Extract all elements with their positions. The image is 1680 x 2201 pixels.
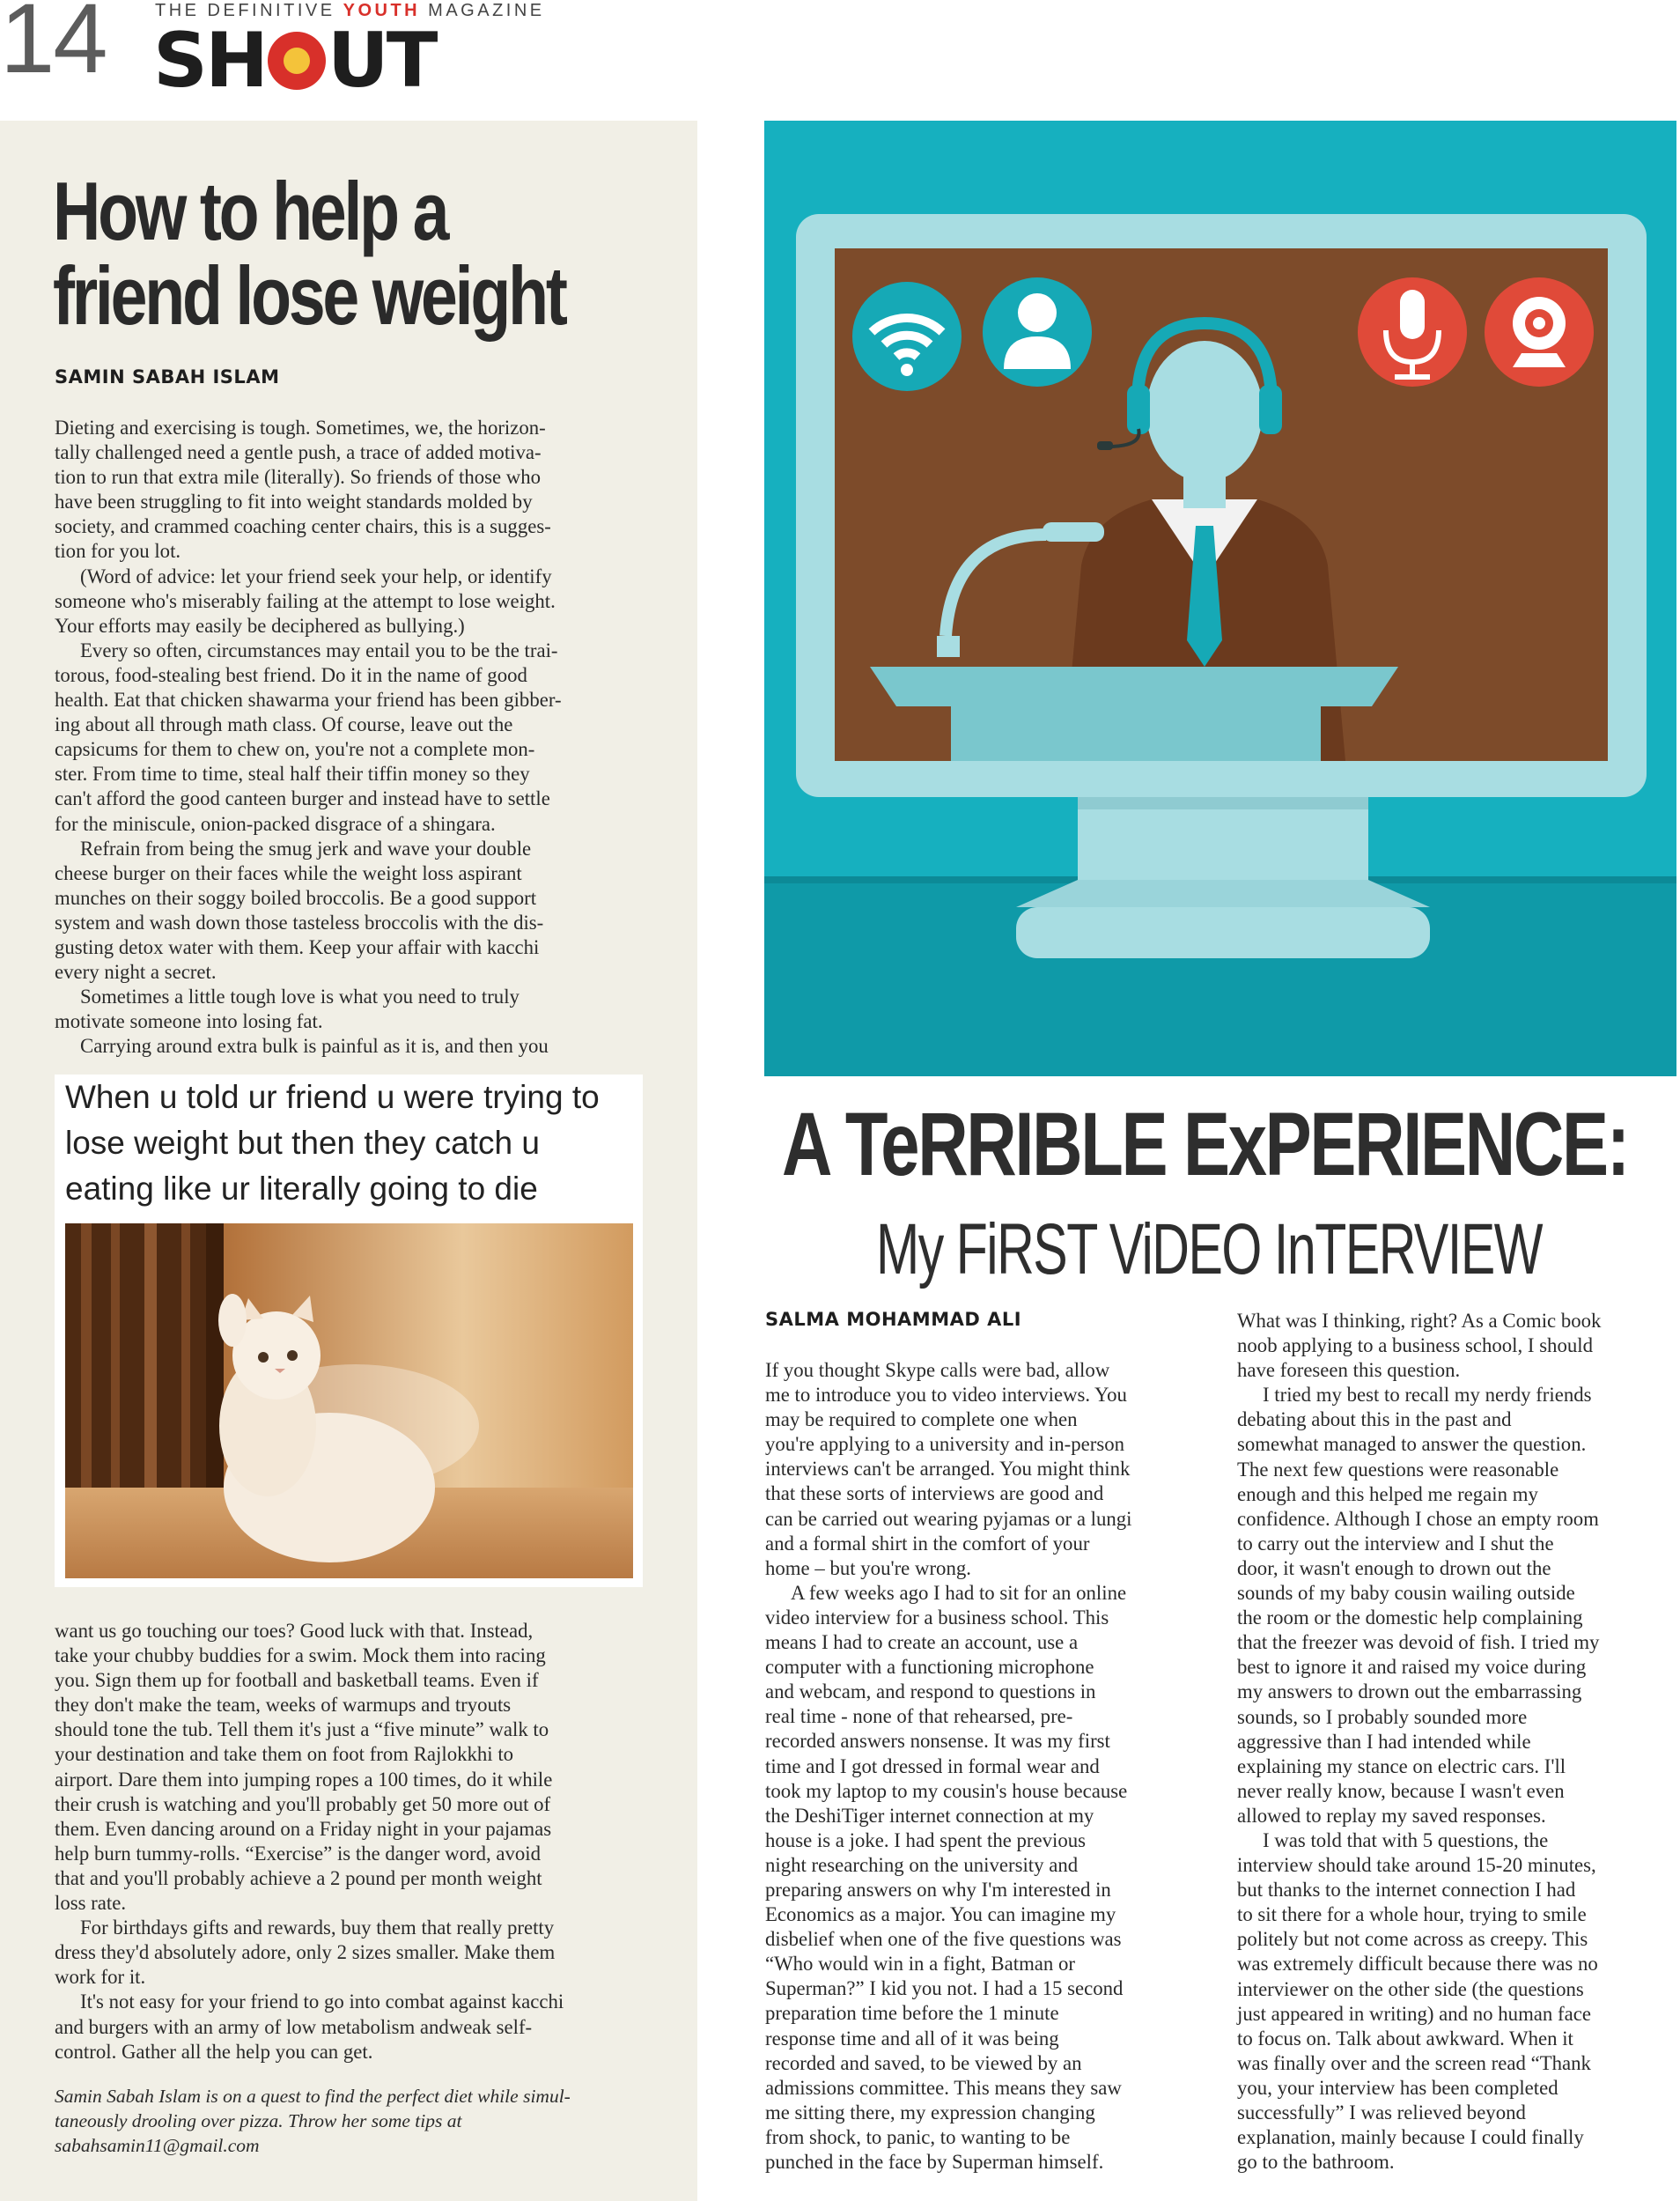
text-line: should tone the tub. Tell them it's just a “five minute” walk to xyxy=(55,1718,549,1741)
logo-right: UT xyxy=(327,17,436,105)
text-line: house is a joke. I had spent the previous xyxy=(765,1828,1087,1851)
meme-caption-line: lose weight but then they catch u xyxy=(65,1125,540,1161)
text-line: interviews can't be arranged. You might think xyxy=(765,1458,1131,1481)
text-line: your destination and take them on foot from Rajlokkhi to xyxy=(55,1743,514,1766)
signoff-line: Samin Sabah Islam is on a quest to find the perfect diet while simul- xyxy=(55,2086,571,2107)
tagline-post: MAGAZINE xyxy=(420,1,545,20)
text-line: time and I got dressed in formal wear and xyxy=(765,1754,1100,1777)
text-line: response time and all of it was being xyxy=(765,2027,1059,2050)
text-line: system and wash down those tasteless broccolis with the dis- xyxy=(55,911,544,934)
text-line: preparation time before the 1 minute xyxy=(765,2002,1059,2025)
text-line: means I had to create an account, use a xyxy=(765,1631,1079,1654)
page-number: 14 xyxy=(0,0,107,93)
text-line: enough and this helped me regain my xyxy=(1237,1482,1538,1505)
wifi-icon xyxy=(852,282,962,391)
text-line: me sitting there, my expression changing xyxy=(765,2101,1095,2123)
text-line: you're applying to a university and in-person xyxy=(765,1433,1125,1456)
text-line: I tried my best to recall my nerdy friends xyxy=(1263,1384,1592,1407)
text-line: my answers to drown out the embarrassing xyxy=(1237,1680,1582,1703)
text-line: door, it wasn't enough to drown out the xyxy=(1237,1556,1551,1579)
text-line: and a formal shirt in the comfort of your xyxy=(765,1532,1090,1555)
illustration-art xyxy=(764,121,1676,1076)
left-article-body-bottom xyxy=(55,1619,564,2064)
text-line: but thanks to the internet connection I had xyxy=(1237,1879,1576,1902)
text-line: airport. Dare them into jumping ropes a 100 times, do it while xyxy=(55,1768,553,1791)
text-line: interviewer on the other side (the questions xyxy=(1237,1977,1584,2000)
text-line: help burn tummy-rolls. “Exercise” is the danger word, avoid xyxy=(55,1842,542,1865)
text-line: them. Even dancing around on a Friday night in your pajamas xyxy=(55,1817,552,1840)
text-line: Carrying around extra bulk is painful as it is, and then you xyxy=(80,1035,549,1058)
text-line: “Who would win in a fight, Batman or xyxy=(765,1953,1076,1976)
text-line: best to ignore it and raised my voice during xyxy=(1237,1656,1587,1679)
text-line: admissions committee. This means they saw xyxy=(765,2076,1122,2099)
text-line: (Word of advice: let your friend seek your help, or identify xyxy=(80,565,552,587)
text-line: I was told that with 5 questions, the xyxy=(1263,1828,1549,1851)
text-line: never really know, because I wasn't even xyxy=(1237,1779,1565,1802)
right-article-column-1 xyxy=(765,1358,1132,2175)
text-line: they don't make the team, weeks of warmups and tryouts xyxy=(55,1694,512,1717)
text-line: Dieting and exercising is tough. Sometimes, we, the horizon- xyxy=(55,417,546,439)
text-line: Refrain from being the smug jerk and wave your double xyxy=(80,837,532,860)
text-line: society, and crammed coaching center chairs, this is a sugges- xyxy=(55,515,551,538)
text-line: explanation, mainly because I could finally xyxy=(1237,2126,1584,2149)
text-line: tion for you lot. xyxy=(55,540,181,563)
logo-o-icon xyxy=(268,32,326,90)
text-line: can't afford the good canteen burger and instead have to settle xyxy=(55,787,550,810)
text-line: aggressive than I had intended while xyxy=(1237,1730,1531,1753)
text-line: gusting detox water with them. Keep your affair with kacchi xyxy=(55,935,540,958)
left-title-line: friend lose weight xyxy=(53,249,565,342)
logo-left: SH xyxy=(153,17,266,105)
text-line: motivate someone into losing fat. xyxy=(55,1010,323,1033)
text-line: dress they'd absolutely adore, only 2 sizes smaller. Make them xyxy=(55,1941,556,1964)
text-line: want us go touching our toes? Good luck with that. Instead, xyxy=(55,1620,534,1642)
text-line: you, your interview has been completed xyxy=(1237,2076,1558,2099)
text-line: took my laptop to my cousin's house because xyxy=(765,1779,1128,1802)
signoff-line: sabahsamin11@gmail.com xyxy=(55,2135,260,2156)
text-line: can be carried out wearing pyjamas or a lungi xyxy=(765,1507,1132,1530)
text-line: The next few questions were reasonable xyxy=(1237,1458,1559,1481)
text-line: was extremely difficult because there was no xyxy=(1237,1953,1598,1976)
text-line: for the miniscule, onion-packed disgrace of a shingara. xyxy=(55,812,496,835)
text-line: munches on their soggy boiled broccolis. Be a good support xyxy=(55,886,537,909)
text-line: health. Eat that chicken shawarma your friend has been gibber- xyxy=(55,689,562,712)
text-line: me to introduce you to video interviews. You xyxy=(765,1384,1127,1407)
text-line: interview should take around 15-20 minutes, xyxy=(1237,1854,1596,1877)
text-line: you. Sign them up for football and basketball teams. Even if xyxy=(55,1669,539,1692)
text-line: cheese burger on their faces while the weight loss aspirant xyxy=(55,861,522,884)
text-line: may be required to complete one when xyxy=(765,1408,1078,1431)
text-line: to sit there for a whole hour, trying to smile xyxy=(1237,1903,1587,1926)
text-line: recorded and saved, to be viewed by an xyxy=(765,2051,1082,2074)
text-line: politely but not come across as creepy. This xyxy=(1237,1928,1588,1951)
text-line: control. Gather all the help you can get. xyxy=(55,2040,373,2063)
left-article-body-top xyxy=(55,416,562,1059)
right-article-column-2 xyxy=(1237,1309,1601,2175)
text-line: recorded answers nonsense. It was my first xyxy=(765,1730,1110,1753)
text-line: was finally over and the screen read “Thank xyxy=(1237,2051,1591,2074)
text-line: someone who's miserably failing at the attempt to lose weight. xyxy=(55,589,556,612)
cat-photo xyxy=(65,1223,633,1578)
text-line: to focus on. Talk about awkward. When it xyxy=(1237,2027,1573,2050)
text-line: home – but you're wrong. xyxy=(765,1556,971,1579)
text-line: loss rate. xyxy=(55,1892,127,1915)
text-line: What was I thinking, right? As a Comic book xyxy=(1237,1310,1602,1332)
microphone-icon xyxy=(1358,277,1467,387)
text-line: Your efforts may easily be deciphered as bullying.) xyxy=(55,614,465,637)
text-line: their crush is watching and you'll probably get 50 more out of xyxy=(55,1792,551,1815)
text-line: tally challenged need a gentle push, a trace of added motiva- xyxy=(55,441,542,464)
right-article-author: SALMA MOHAMMAD ALI xyxy=(765,1309,1022,1330)
text-line: sounds of my baby cousin wailing outside xyxy=(1237,1582,1575,1605)
video-interview-illustration xyxy=(764,121,1676,1076)
meme-image xyxy=(55,1075,643,1587)
text-line: confidence. Although I chose an empty room xyxy=(1237,1507,1599,1530)
text-line: and burgers with an army of low metabolism andweak self- xyxy=(55,2015,533,2038)
meme-caption xyxy=(65,1075,637,1212)
signoff-line: taneously drooling over pizza. Throw her some tips at xyxy=(55,2110,462,2131)
user-icon xyxy=(983,277,1092,387)
text-line: debating about this in the past and xyxy=(1237,1408,1512,1431)
right-article-title: A TeRRIBLE ExPERIENCE: xyxy=(782,1094,1628,1194)
text-line: that the freezer was devoid of fish. I tried my xyxy=(1237,1631,1600,1654)
text-line: ing about all through math class. Of course, leave out the xyxy=(55,713,513,736)
text-line: If you thought Skype calls were bad, allow xyxy=(765,1359,1110,1381)
text-line: preparing answers on why I'm interested in xyxy=(765,1878,1111,1901)
cat-photo-art xyxy=(65,1223,633,1578)
meme-caption-line: eating like ur literally going to die xyxy=(65,1171,538,1207)
text-line: For birthdays gifts and rewards, buy them that really pretty xyxy=(80,1917,555,1939)
text-line: allowed to replay my saved responses. xyxy=(1237,1804,1546,1827)
text-line: successfully” I was relieved beyond xyxy=(1237,2101,1526,2123)
text-line: have foreseen this question. xyxy=(1237,1359,1461,1382)
text-line: the room or the domestic help complaining xyxy=(1237,1606,1583,1629)
text-line: every night a secret. xyxy=(55,961,217,984)
text-line: real time - none of that rehearsed, pre- xyxy=(765,1705,1073,1728)
text-line: A few weeks ago I had to sit for an online xyxy=(791,1581,1127,1604)
left-title-line: How to help a xyxy=(53,165,447,257)
magazine-logo xyxy=(153,17,436,105)
text-line: and webcam, and respond to questions in xyxy=(765,1680,1096,1703)
text-line: torous, food-stealing best friend. Do it in the name of good xyxy=(55,663,527,686)
tagline-accent: YOUTH xyxy=(343,1,421,20)
tagline-pre: THE DEFINITIVE xyxy=(155,1,343,20)
text-line: video interview for a business school. This xyxy=(765,1606,1109,1629)
text-line: Economics as a major. You can imagine my xyxy=(765,1903,1116,1926)
text-line: disbelief when one of the five questions was xyxy=(765,1928,1122,1951)
text-line: noob applying to a business school, I should xyxy=(1237,1334,1593,1357)
text-line: that and you'll probably achieve a 2 pound per month weight xyxy=(55,1866,542,1889)
text-line: night researching on the university and xyxy=(765,1853,1079,1876)
text-line: computer with a functioning microphone xyxy=(765,1656,1094,1679)
text-line: sounds, so I probably sounded more xyxy=(1237,1705,1528,1728)
text-line: Superman?” I kid you not. I had a 15 second xyxy=(765,1977,1124,2000)
text-line: Every so often, circumstances may entail you to be the trai- xyxy=(80,639,558,661)
text-line: It's not easy for your friend to go into combat against kacchi xyxy=(80,1991,564,2013)
text-line: just appeared in writing) and no human face xyxy=(1237,2002,1591,2025)
text-line: work for it. xyxy=(55,1966,146,1989)
webcam-icon xyxy=(1485,277,1594,387)
author-signoff xyxy=(55,2084,571,2158)
text-line: somewhat managed to answer the question. xyxy=(1237,1433,1587,1456)
left-article-title xyxy=(53,165,565,342)
text-line: have been struggling to fit into weight standards molded by xyxy=(55,491,533,513)
text-line: punched in the face by Superman himself. xyxy=(765,2151,1104,2173)
text-line: to carry out the interview and I shut the xyxy=(1237,1532,1554,1555)
meme-caption-line: When u told ur friend u were trying to xyxy=(65,1079,600,1115)
left-article-author: SAMIN SABAH ISLAM xyxy=(55,366,280,388)
text-line: ster. From time to time, steal half their tiffin money so they xyxy=(55,763,530,786)
text-line: capsicums for them to chew on, you're not a complete mon- xyxy=(55,738,535,761)
text-line: tion to run that extra mile (literally). So friends of those who xyxy=(55,466,542,489)
text-line: explaining my stance on electric cars. I'll xyxy=(1237,1754,1566,1777)
text-line: Sometimes a little tough love is what you need to truly xyxy=(80,986,519,1008)
text-line: that these sorts of interviews are good and xyxy=(765,1482,1104,1505)
text-line: go to the bathroom. xyxy=(1237,2151,1395,2174)
text-line: the DeshiTiger internet connection at my xyxy=(765,1804,1094,1827)
right-article-subtitle: My FiRST ViDEO InTERVIEW xyxy=(876,1209,1543,1289)
text-line: from shock, to panic, to wanting to be xyxy=(765,2125,1071,2148)
text-line: take your chubby buddies for a swim. Mock them into racing xyxy=(55,1644,546,1667)
